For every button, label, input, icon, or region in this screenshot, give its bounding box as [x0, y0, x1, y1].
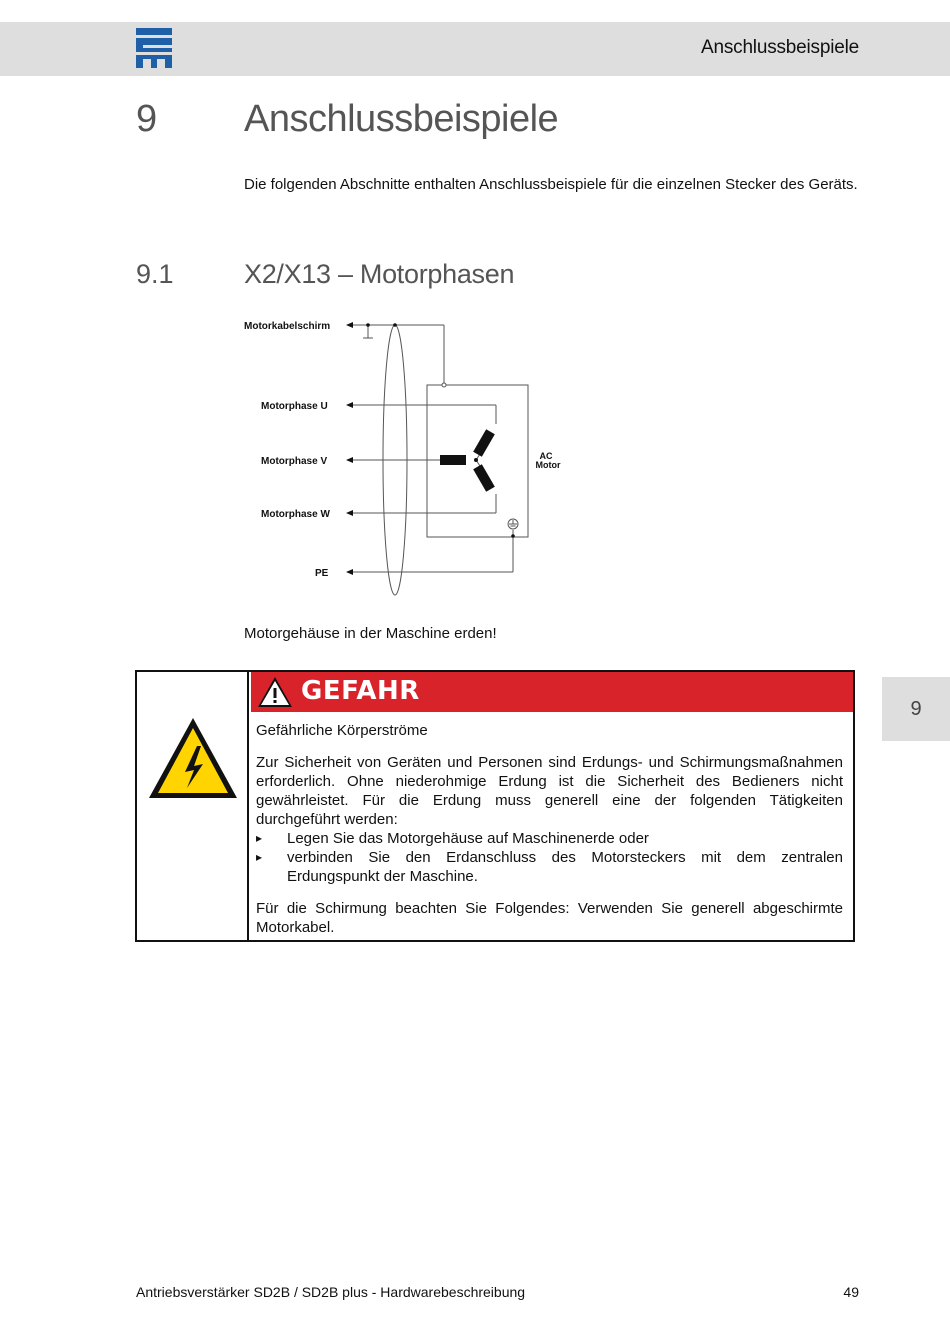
label-motor: Motor: [535, 460, 561, 470]
warning-paragraph-shielding: Für die Schirmung beachten Sie Folgendes: Verwenden Sie generell abgeschirmte Motorkabel.: [256, 900, 843, 936]
list-item: ▸ Legen Sie das Motorgehäuse auf Maschinenerde oder: [256, 829, 843, 848]
footer-page-number: 49: [843, 1284, 859, 1300]
warning-paragraph: Zur Sicherheit von Geräten und Personen sind Erdungs- und Schirmungsmaßnahmen erforderlich. Ohne niederohmige Erdung ist die Sicherheit des Bedieners nicht gewährleistet. Für die Erdung muss generell eine der folgenden Tätigkeiten durchgeführt werden:: [256, 754, 843, 828]
label-phase-v: Motorphase V: [261, 456, 328, 467]
chapter-number: 9: [136, 98, 158, 140]
warning-body: [256, 721, 843, 952]
warning-triangle-icon: [257, 676, 293, 708]
warning-action-list: [256, 829, 843, 886]
label-pe: PE: [315, 568, 329, 579]
chapter-side-tab[interactable]: 9: [882, 677, 950, 741]
warning-header: [251, 672, 853, 712]
motor-wiring-diagram: [240, 312, 570, 602]
list-item: ▸ verbinden Sie den Erdanschluss des Motorsteckers mit dem zentralen Erdungspunkt der Maschine.: [256, 848, 843, 886]
footer-document-title: Antriebsverstärker SD2B / SD2B plus - Hardwarebeschreibung: [136, 1284, 526, 1300]
high-voltage-icon: [147, 716, 239, 800]
label-phase-u: Motorphase U: [261, 401, 328, 412]
company-logo: [136, 28, 172, 68]
label-shield: Motorkabelschirm: [244, 321, 331, 332]
section-number: 9.1: [136, 259, 174, 289]
chapter-title: Anschlussbeispiele: [244, 98, 559, 140]
section-title: X2/X13 – Motorphasen: [244, 259, 515, 289]
warning-symbol-cell: [137, 672, 249, 940]
danger-warning-box: [135, 670, 855, 942]
header-title: Anschlussbeispiele: [701, 37, 859, 58]
label-phase-w: Motorphase W: [261, 509, 330, 520]
intro-paragraph: Die folgenden Abschnitte enthalten Anschlussbeispiele für die einzelnen Stecker des Geräts.: [244, 176, 858, 193]
grounding-note: Motorgehäuse in der Maschine erden!: [244, 625, 497, 642]
label-motor-ac: AC: [539, 451, 553, 461]
warning-subtitle: Gefährliche Körperströme: [256, 722, 428, 739]
signal-word: GEFAHR: [301, 676, 420, 706]
